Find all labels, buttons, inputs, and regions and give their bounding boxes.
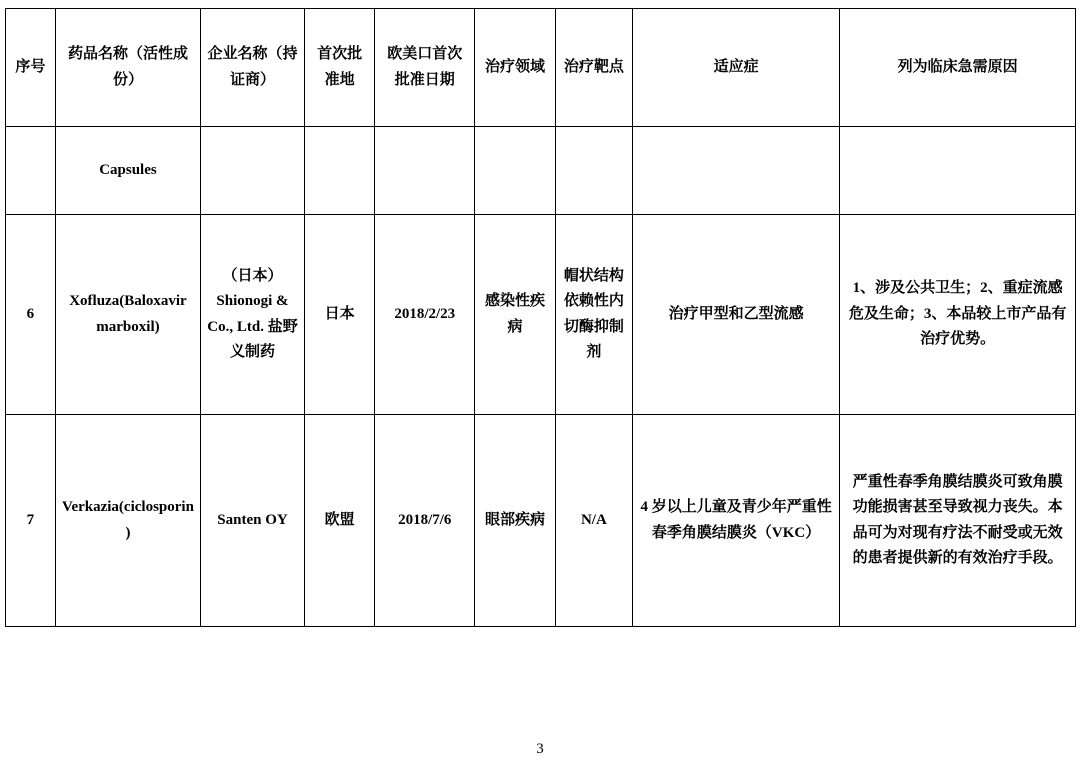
cell-drug-name: Xofluza(Baloxavir marboxil) xyxy=(55,215,200,415)
header-cell-company: 企业名称（持证商） xyxy=(201,9,305,127)
cell-first-approval-date: 2018/7/6 xyxy=(375,415,475,627)
table-header xyxy=(6,9,1076,127)
table-row xyxy=(6,127,1076,215)
cell-first-approval-place: 日本 xyxy=(304,215,375,415)
cell-therapeutic-area xyxy=(475,127,556,215)
cell-company: （日本）Shionogi & Co., Ltd. 盐野义制药 xyxy=(201,215,305,415)
cell-drug-name: Capsules xyxy=(55,127,200,215)
cell-reason: 严重性春季角膜结膜炎可致角膜功能损害甚至导致视力丧失。本品可为对现有疗法不耐受或无效的患者提供新的有效治疗手段。 xyxy=(840,415,1076,627)
cell-first-approval-date xyxy=(375,127,475,215)
header-cell-index: 序号 xyxy=(6,9,56,127)
header-cell-drug-name: 药品名称（活性成份） xyxy=(55,9,200,127)
header-cell-target: 治疗靶点 xyxy=(556,9,633,127)
header-cell-therapeutic-area: 治疗领域 xyxy=(475,9,556,127)
cell-target: 帽状结构依赖性内切酶抑制剂 xyxy=(556,215,633,415)
header-cell-first-approval-date: 欧美口首次批准日期 xyxy=(375,9,475,127)
cell-index xyxy=(6,127,56,215)
cell-index: 6 xyxy=(6,215,56,415)
page-number: 3 xyxy=(536,741,544,757)
cell-drug-name: Verkazia(ciclosporin) xyxy=(55,415,200,627)
header-cell-first-approval-place: 首次批准地 xyxy=(304,9,375,127)
cell-index: 7 xyxy=(6,415,56,627)
cell-company xyxy=(201,127,305,215)
table-header-row xyxy=(6,9,1076,127)
cell-indication xyxy=(632,127,840,215)
cell-company: Santen OY xyxy=(201,415,305,627)
cell-therapeutic-area: 眼部疾病 xyxy=(475,415,556,627)
table-body xyxy=(6,127,1076,627)
cell-indication: 治疗甲型和乙型流感 xyxy=(632,215,840,415)
header-cell-reason: 列为临床急需原因 xyxy=(840,9,1076,127)
cell-indication: 4 岁以上儿童及青少年严重性春季角膜结膜炎（VKC） xyxy=(632,415,840,627)
cell-first-approval-place: 欧盟 xyxy=(304,415,375,627)
cell-therapeutic-area: 感染性疾病 xyxy=(475,215,556,415)
cell-first-approval-date: 2018/2/23 xyxy=(375,215,475,415)
cell-target: N/A xyxy=(556,415,633,627)
cell-reason: 1、涉及公共卫生；2、重症流感危及生命；3、本品较上市产品有治疗优势。 xyxy=(840,215,1076,415)
table-row xyxy=(6,415,1076,627)
cell-reason xyxy=(840,127,1076,215)
document-page xyxy=(0,8,1080,772)
cell-first-approval-place xyxy=(304,127,375,215)
drug-table xyxy=(5,8,1076,627)
cell-target xyxy=(556,127,633,215)
table-row xyxy=(6,215,1076,415)
header-cell-indication: 适应症 xyxy=(632,9,840,127)
